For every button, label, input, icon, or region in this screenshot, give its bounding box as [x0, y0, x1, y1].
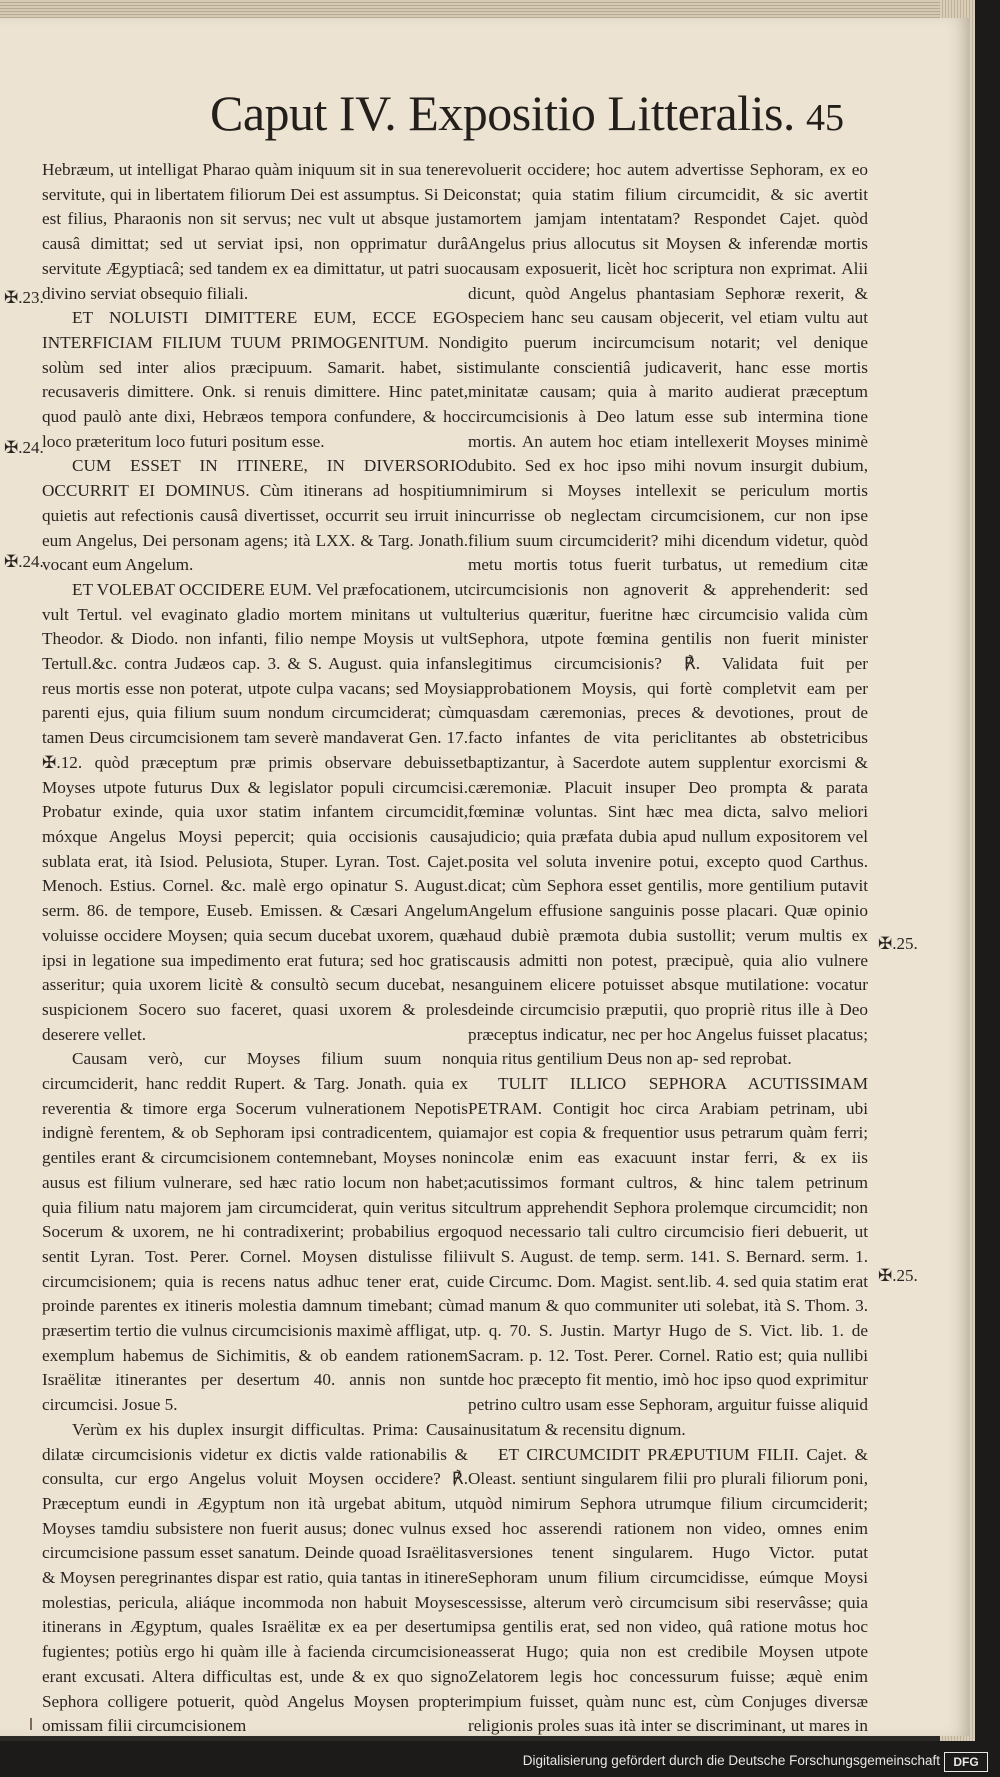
left-column	[42, 158, 468, 1736]
footer-credit: Digitalisierung gefördert durch die Deutsche Forschungsgemeinschaft	[522, 1753, 940, 1768]
running-head	[0, 82, 970, 152]
margin-verse-note: ✠.23.	[4, 288, 44, 307]
margin-verse-note: ✠.25.	[878, 1266, 918, 1285]
paragraph: Verùm ex his duplex insurgit difficultas. Prima: Causa dilatæ circumcisionis videtur ex dictis valde rationabilis & consulta, cur ergo Angelus voluit Moysen occidere? ℟. Præceptum eundi in Ægyptum non ità urgebat abitum, ut Moyses tamdiu subsistere non fuerit ausus; donec vulnus ex circumcisione passum esset sanatum. Deinde quoad Israëlitas & Moysen peregrinantes dispar est ratio, quia tantas in itinere molestias, pericula, aliáque incommoda non habuit Moyses itinerans in Ægyptum, quales Israëlitæ ex ea per desertum fugientes; potiùs ergo hi quàm ille à facienda circumcisione erant excusati. Altera difficultas est, unde & ex quo signo Sephora colligere potuerit, quòd Angelus Moysen propter omissam filii circumcisionem	[42, 1419, 468, 1736]
margin-verse-note: ✠.24.	[4, 552, 44, 571]
margin-verse-note: ✠.24.	[4, 438, 44, 457]
page-title: Caput IV. Expositio Litteralis.	[210, 85, 795, 141]
dfg-logo-icon: DFG	[944, 1752, 988, 1772]
page-edge-top	[0, 0, 975, 20]
paragraph: ET NOLUISTI DIMITTERE EUM, ECCE EGO INTERFICIAM FILIUM TUUM PRIMOGENITUM. Non solùm sed inter alios præcipuum. Samarit. habet, si recusaveris dimittere. Onk. si renuis dimittere. Hinc patet, quod paulò ante dixi, Hebræos tempora confundere, & hoc loco præteritum loco futuri positum esse.	[42, 308, 468, 451]
pencil-mark	[30, 1718, 32, 1730]
paragraph: ET VOLEBAT OCCIDERE EUM. Vel præfocationem, ut vult Tertul. vel evaginato gladio mortem minitans ut vult Theodor. & Diodo. non infanti, filio nempe Moysis ut vult Tertull.&c. contra Judæos cap. 3. & S. August. quia infans reus mortis esse non poterat, utpote culpa vacans; sed Moysi parenti ejus, quia filium suum nondum circumciderat; cùm tamen Deus circumcisionem tam severè mandaverat Gen. 17. ✠.12. quòd præceptum præ primis observare debuisset Moyses utpote futurus Dux & legislator populi circumcisi. Probatur exinde, quia uxor statim infantem circumcidit, móxque Angelus Moysi pepercit; quia occisionis causa sublata erat, ità Isiod. Pelusiota, Stuper. Lyran. Tost. Cajet. Menoch. Estius. Cornel. &c. malè ergo opinatur S. August. serm. 86. de tempore, Euseb. Emissen. & Cæsari Angelum voluisse occidere Moysen; quia secum ducebat uxorem, quæ ipsi in legatione sua impedimento erat futura; sed hoc gratis asseritur; quia uxorem licitè & consultò secum ducebat, ne suspicionem Socero suo faceret, quasi uxorem & proles deserere vellet.	[42, 579, 468, 1044]
paragraph: Hebræum, ut intelligat Pharao quàm iniquum sit in sua tenere servitute, qui in libertatem filiorum Dei est assumptus. Si Dei est filius, Pharaonis non sit servus; nec vult ut absque justa causâ dimittat; sed ut serviat ipsi, non opprimatur durâ servitute Ægyptiacâ; sed tandem ex ea dimittatur, ut patri suo divino serviat obsequio filiali.	[42, 160, 468, 303]
paragraph: CUM ESSET IN ITINERE, IN DIVERSORIO OCCURRIT EI DOMINUS. Cùm itinerans ad hospitium quietis aut refectionis causâ divertisset, occurrit seu irruit in eum Angelus, Dei personam agens; ità LXX. & Targ. Jonath. vocant eum Angelum.	[42, 456, 468, 575]
book-page	[0, 18, 970, 1736]
margin-verse-note: ✠.25.	[878, 934, 918, 953]
paragraph: voluerit occidere; hoc autem advertisse Sephoram, ex eo constat; quia statim filium circumcidit, & sic avertit mortem jamjam intentatam? Respondet Cajet. quòd Angelus prius allocutus sit Moysen & inferendæ mortis causam exposuerit, licèt hoc scriptura non exprimat. Alii dicunt, quòd Angelus phantasiam Sephoræ rexerit, & speciem hanc seu causam objecerit, vel etiam vultu aut digito puerum incircumcisum notarit; vel denique stimulante conscientiâ judicaverit, hanc esse mortis minitatæ causam; quia à marito audierat præceptum circumcisionis à Deo latum esse sub intermina tione mortis. An autem hoc etiam intellexerit Moyses minimè dubito. Sed ex hoc ipso mihi novum insurgit dubium, nimirum si Moyses intellexit se periculum mortis incurrisse ob neglectam circumcisionem, cur non ipse filium suum circumciderit? mihi dicendum videtur, quòd metu mortis totus fuerit turbatus, ut remedium citæ circumcisionis non agnoverit & apprehenderit: sed ulterius quæritur, fueritne hæc circumcisio valida cùm Sephora, utpote fœmina gentilis non fuerit minister legitimus circumcisionis? ℟. Validata fuit per approbationem Moysis, qui fortè completvit eam per quasdam cæremonias, preces & devotiones, prout de facto infantes de vita periclitantes ab obstetricibus baptizantur, à Sacerdote autem supplentur exorcismi & cæremoniæ. Placuit insuper Deo prompta & parata fœminæ voluntas. Sint hæc mea dicta, salvo meliori judicio; quia præfata dubia apud nullum expositorem vel posita vel soluta invenire potui, excepto quod Carthus. dicat; cùm Sephora esset gentilis, more gentilium putavit Angelum effusione sanguinis posse placari. Quæ opinio haud dubiè præmota dubia sustollit; verum multis ex causis admitti non potest, præcipuè, quia alio vulnere sanguinem elicere potuisset absque mutilatione: vocatur deinde circumcisio præputii, quo propriè ritus ille à Deo præceptus indicatur, nec per hoc Angelus fuisset placatus; quia ritus gentilium Deus non ap- sed reprobat.	[468, 160, 868, 1069]
paragraph: ET CIRCUMCIDIT PRÆPUTIUM FILII. Cajet. & Oleast. sentiunt singularem filii pro plurali filiorum poni, quòd nimirum Sephora utrumque filium circumciderit; sed hoc asserendi rationem non video, omnes enim versiones tenent singularem. Hugo Victor. putat Sephoram unum filium circumcidisse, eúmque Moysi cessisse, alterum verò circumcisum sibi reservâsse; quia ipsa gentilis erat, sed non video, quâ ratione motus hoc asserat Hugo; quia non est credibile Moysen utpote Zelatorem legis hoc concessurum fuisse; æquè enim impium fuisset, quàm nunc est, cùm Conjuges diversæ religionis proles suas ità inter se discriminant, ut mares in	[468, 1444, 868, 1736]
page-number: 45	[806, 97, 844, 139]
paragraph: TULIT ILLICO SEPHORA ACUTISSIMAM PETRAM. Contigit hoc circa Arabiam petrinam, ubi major est copia & frequentior usus petrarum quàm ferri; incolæ enim eas exacuunt instar ferri, & ex iis acutissimos formant cultros, & hinc talem petrinum cultrum apprehendit Sephora prolemque circumcidit; non quod necessario tali cultro circumcisio fieri debuerit, ut vult S. August. de temp. serm. 141. S. Bernard. serm. 1. de Circumc. Dom. Magist. sent.lib. 4. sed quia statim erat ad manum & quo communiter uti solebat, ità S. Thom. 3. p. q. 70. S. Justin. Martyr Hugo de S. Vict. lib. 1. de Sacram. p. 12. Tost. Perer. Cornel. Ratio est; quia nullibi de hoc præcepto fit mentio, imò hoc ipso quod exprimitur petrino cultro usam esse Sephoram, arguitur fuisse aliquid inusitatum & recensitu dignum.	[468, 1074, 868, 1439]
paragraph: Causam verò, cur Moyses filium suum non circumciderit, hanc reddit Rupert. & Targ. Jonath. quia ex reverentia & timore erga Socerum vulnerationem Nepotis indignè ferentem, & ob Sephoram ipsi contradicentem, quia gentiles erant & circumcisionem contemnebant, Moyses non ausus est filium vulnerare, sed hæc ratio locum non habet; quia filium natu majorem jam circumciderat, quin veritus sit Socerum & uxorem, ne hi contradixerint; probabilius ergo sentit Lyran. Tost. Perer. Cornel. Moysen distulisse filii circumcisionem; quia is recens natus adhuc tener erat, cui proinde parentes ex itineris molestia damnum timebant; cùm præsertim tertio die vulnus circumcisionis maximè affligat, ut exemplum habemus de Sichimitis, & ob eandem rationem Israëlitæ itinerantes per desertum 40. annis non sunt circumcisi. Josue 5.	[42, 1049, 468, 1415]
footer-bar	[0, 1748, 1000, 1777]
right-column	[468, 158, 868, 1736]
